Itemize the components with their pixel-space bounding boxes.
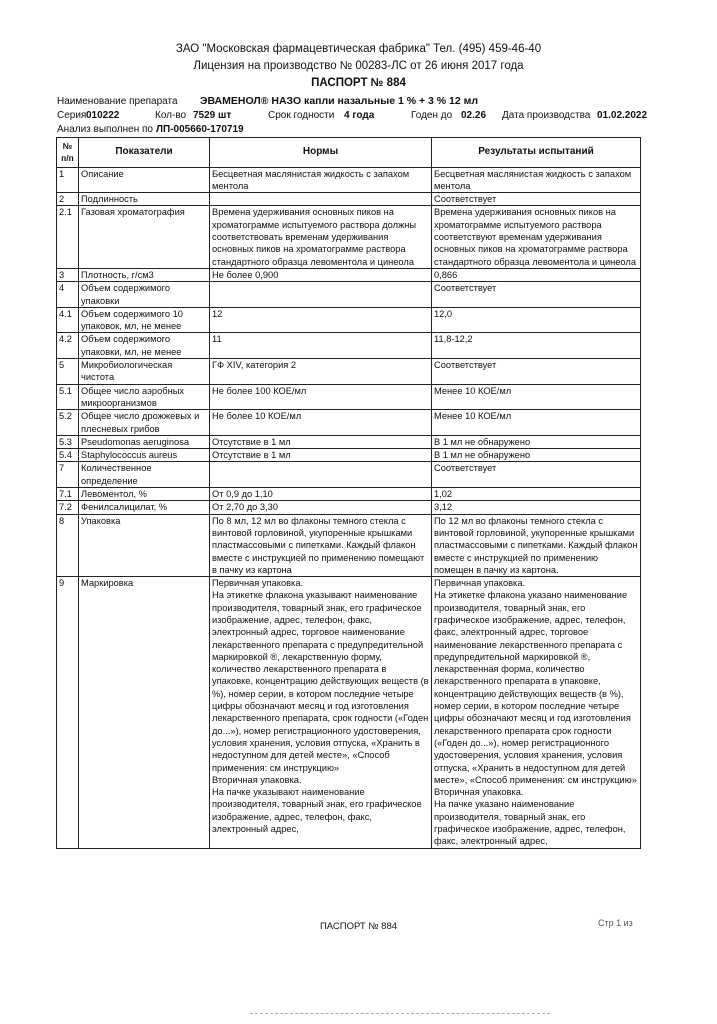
norm-cell: По 8 мл, 12 мл во флаконы темного стекла с винтовой горловиной, укупоренные крышками пластмассовыми с пипетками. Каждый флакон вместе с инструкцией по применению помещают в пачку из картона	[210, 514, 432, 576]
norm-cell: Времена удерживания основных пиков на хроматограмме испытуемого раствора должны соответствовать временам удерживания основных пиков на хроматограмме раствора стандартного образца левоментола и цинеола	[210, 206, 432, 268]
indicator-cell: Упаковка	[79, 514, 210, 576]
series-value: 010222	[86, 110, 120, 121]
row-number-cell: 5.4	[57, 449, 79, 462]
norm-cell: Бесцветная маслянистая жидкость с запахом ментола	[210, 167, 432, 193]
row-number-cell: 4.2	[57, 333, 79, 359]
indicator-cell: Фенилсалицилат, %	[79, 501, 210, 514]
result-cell: Времена удерживания основных пиков на хроматограмме испытуемого раствора соответствуют временам удерживания основных пиков на хроматограмме раствора стандартного образца левоментола и цинеола	[432, 206, 641, 268]
table-row	[57, 384, 641, 410]
indicator-cell: Описание	[79, 167, 210, 193]
indicator-cell: Количественное определение	[79, 462, 210, 488]
result-cell: В 1 мл не обнаружено	[432, 435, 641, 448]
footer-title: ПАСПОРТ № 884	[319, 921, 398, 932]
norm-cell: Не более 0,900	[210, 268, 432, 281]
analysis-label: Анализ выполнен по	[57, 124, 153, 135]
shelf-life-label: Срок годности	[268, 110, 335, 121]
result-cell: Соответствует	[432, 282, 641, 308]
col-number-header: № п/п	[57, 138, 79, 168]
table-row	[57, 359, 641, 385]
result-cell: Первичная упаковка. На этикетке флакона указано наименование производителя, товарный знак, его графическое изображение, адрес, телефон, факс, электронный адрес, торговое наименование лекарственного препарата с предупредительной маркировкой ®, лекарственная форма, количество лекарственного препарата в упаковке, концентрацию действующих веществ (в %), номер серии, в котором последние четыре цифры обозначают месяц и год изготовления лекарственного препарата срок годности («Годен до...»), номер регистрационного удостоверения, условия хранения, условия отпуска, «Хранить в недоступном для детей месте», «Способ применения: см инструкцию» Вторичная упаковка. На пачке указано наименование производителя, товарный знак, его графическое изображение, адрес, телефон, факс, электронный адрес,	[432, 577, 641, 849]
col-results-header: Результаты испытаний	[432, 138, 641, 168]
indicator-cell: Подлинность	[79, 193, 210, 206]
row-number-cell: 8	[57, 514, 79, 576]
col-norms-header: Нормы	[210, 138, 432, 168]
scan-artifact-line	[250, 1013, 550, 1016]
row-number-cell: 9	[57, 577, 79, 849]
table-row	[57, 268, 641, 281]
indicator-cell: Общее число аэробных микроорганизмов	[79, 384, 210, 410]
result-cell: Соответствует	[432, 462, 641, 488]
license-line: Лицензия на производство № 00283-ЛС от 26 июня 2017 года	[193, 60, 524, 72]
indicator-cell: Газовая хроматография	[79, 206, 210, 268]
indicator-cell: Объем содержимого упаковки, мл, не менее	[79, 333, 210, 359]
indicator-cell: Плотность, г/см3	[79, 268, 210, 281]
production-date-label: Дата производства	[502, 110, 591, 121]
indicator-cell: Левоментол, %	[79, 488, 210, 501]
row-number-cell: 7.1	[57, 488, 79, 501]
passport-table	[56, 137, 641, 849]
indicator-cell: Staphylococcus aureus	[79, 449, 210, 462]
table-row	[57, 514, 641, 576]
norm-cell: От 2,70 до 3,30	[210, 501, 432, 514]
table-row	[57, 501, 641, 514]
table-row	[57, 282, 641, 308]
valid-until-label: Годен до	[411, 110, 453, 121]
row-number-cell: 7.2	[57, 501, 79, 514]
table-row	[57, 449, 641, 462]
series-label: Серия	[57, 110, 87, 121]
result-cell: В 1 мл не обнаружено	[432, 449, 641, 462]
table-row	[57, 333, 641, 359]
indicator-cell: Микробиологическая чистота	[79, 359, 210, 385]
row-number-cell: 7	[57, 462, 79, 488]
result-cell: Бесцветная маслянистая жидкость с запахом ментола	[432, 167, 641, 193]
quantity-value: 7529 шт	[193, 110, 232, 121]
table-row	[57, 410, 641, 436]
table-row	[57, 167, 641, 193]
shelf-life-value: 4 года	[344, 110, 375, 121]
table-row	[57, 193, 641, 206]
row-number-cell: 2	[57, 193, 79, 206]
norm-cell: Отсутствие в 1 мл	[210, 449, 432, 462]
norm-cell	[210, 193, 432, 206]
quantity-label: Кол-во	[155, 110, 187, 121]
row-number-cell: 5.1	[57, 384, 79, 410]
norm-cell	[210, 282, 432, 308]
norm-cell: От 0,9 до 1,10	[210, 488, 432, 501]
row-number-cell: 4.1	[57, 307, 79, 333]
row-number-cell: 4	[57, 282, 79, 308]
production-date-value: 01.02.2022	[597, 110, 648, 121]
company-line: ЗАО "Московская фармацевтическая фабрика" Тел. (495) 459-46-40	[175, 43, 542, 55]
row-number-cell: 1	[57, 167, 79, 193]
norm-cell: ГФ XIV, категория 2	[210, 359, 432, 385]
table-row	[57, 462, 641, 488]
analysis-value: ЛП-005660-170719	[156, 124, 244, 135]
result-cell: 0,866	[432, 268, 641, 281]
result-cell: По 12 мл во флаконы темного стекла с винтовой горловиной, укупоренные крышками пластмассовыми с пипетками. Каждый флакон вместе с инструкцией по применению помещен в пачку из картона.	[432, 514, 641, 576]
result-cell: Менее 10 КОЕ/мл	[432, 384, 641, 410]
norm-cell	[210, 462, 432, 488]
result-cell: Соответствует	[432, 193, 641, 206]
drug-name-label: Наименование препарата	[57, 96, 178, 107]
norm-cell: Не более 100 КОЕ/мл	[210, 384, 432, 410]
result-cell: Менее 10 КОЕ/мл	[432, 410, 641, 436]
norm-cell: Отсутствие в 1 мл	[210, 435, 432, 448]
row-number-cell: 2.1	[57, 206, 79, 268]
norm-cell: Не более 10 КОЕ/мл	[210, 410, 432, 436]
result-cell: Соответствует	[432, 359, 641, 385]
row-number-cell: 5.2	[57, 410, 79, 436]
indicator-cell: Общее число дрожжевых и плесневых грибов	[79, 410, 210, 436]
table-row	[57, 577, 641, 849]
row-number-cell: 5	[57, 359, 79, 385]
table-row	[57, 307, 641, 333]
norm-cell: 11	[210, 333, 432, 359]
table-row	[57, 206, 641, 268]
page-number: Стр 1 из	[598, 918, 633, 928]
table-row	[57, 488, 641, 501]
row-number-cell: 5.3	[57, 435, 79, 448]
table-header-row	[57, 138, 641, 168]
col-indicators-header: Показатели	[79, 138, 210, 168]
indicator-cell: Маркировка	[79, 577, 210, 849]
valid-until-value: 02.26	[461, 110, 487, 121]
table-row	[57, 435, 641, 448]
norm-cell: 12	[210, 307, 432, 333]
norm-cell: Первичная упаковка. На этикетке флакона указывают наименование производителя, товарный знак, его графическое изображение, адрес, телефон, факс, электронный адрес, торговое наименование лекарственного препарата с предупредительной маркировкой ®, лекарственную форму, количество лекарственного препарата в упаковке, концентрацию действующих веществ (в %), номер серии, в котором последние четыре цифры обозначают месяц и год изготовления лекарственного препарата, срок годности («Годен до...»), номер регистрационного удостоверения, условия хранения, условия отпуска, «Хранить в недоступном для детей месте», «Способ применения: см инструкцию» Вторичная упаковка. На пачке указывают наименование производителя, товарный знак, его графическое изображение, адрес, телефон, факс, электронный адрес,	[210, 577, 432, 849]
result-cell: 12,0	[432, 307, 641, 333]
row-number-cell: 3	[57, 268, 79, 281]
drug-name-value: ЭВАМЕНОЛ® НАЗО капли назальные 1 % + 3 % 12 мл	[200, 95, 479, 107]
indicator-cell: Объем содержимого 10 упаковок, мл, не менее	[79, 307, 210, 333]
result-cell: 1,02	[432, 488, 641, 501]
result-cell: 11,8-12,2	[432, 333, 641, 359]
indicator-cell: Объем содержимого упаковки	[79, 282, 210, 308]
result-cell: 3,12	[432, 501, 641, 514]
indicator-cell: Pseudomonas aeruginosa	[79, 435, 210, 448]
passport-title: ПАСПОРТ № 884	[311, 77, 406, 89]
